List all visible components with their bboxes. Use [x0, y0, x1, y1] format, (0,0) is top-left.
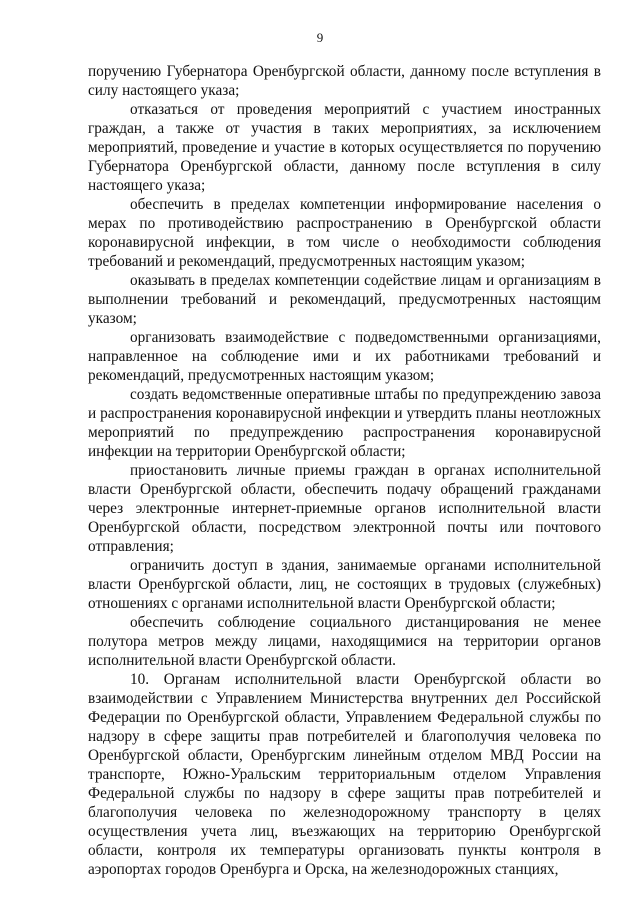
paragraph-continuation: поручению Губернатора Оренбургской области, данному после вступления в силу настоящего указа; — [88, 63, 601, 99]
paragraph-subordinate-interaction: организовать взаимодействие с подведомственными организациями, направленное на соблюдение ими и их работниками требований и рекомендаций, предусмотренных настоящим указом; — [88, 329, 601, 384]
paragraph-restrict-access: ограничить доступ в здания, занимаемые органами исполнительной власти Оренбургской области, лиц, не состоящих в трудовых (служебных) отношениях с органами исполнительной власти Оренбургской области; — [88, 557, 601, 612]
paragraph-assist-organizations: оказывать в пределах компетенции содействие лицам и организациям в выполнении требований и рекомендаций, предусмотренных настоящим указом; — [88, 272, 601, 327]
paragraph-item-10: 10. Органам исполнительной власти Оренбургской области во взаимодействии с Управлением Министерства внутренних дел Российской Федерации по Оренбургской области, Управлением Федеральной службы по надзору в сфере защиты прав потребителей и благополучия человека по Оренбургской области, Оренбургским линейным отделом МВД России на транспорте, Южно-Уральским территориальным отделом Управления Федеральной службы по надзору в сфере защиты прав потребителей и благополучия человека по железнодорожному транспорту в целях осуществления учета лиц, въезжающих на территорию Оренбургской области, контроля их температуры организовать пункты контроля в аэропортах городов Оренбурга и Орска, на железнодорожных станциях, — [88, 671, 601, 878]
paragraph-suspend-receptions: приостановить личные приемы граждан в органах исполнительной власти Оренбургской области, обеспечить подачу обращений гражданами через электронные интернет-приемные органов исполнительной власти Оренбургской области, посредством электронной почты или почтового отправления; — [88, 462, 601, 555]
paragraph-inform-population: обеспечить в пределах компетенции информирование населения о мерах по противодействию распространению в Оренбургской области коронавирусной инфекции, в том числе о необходимости соблюдения требований и рекомендаций, предусмотренных настоящим указом; — [88, 196, 601, 270]
paragraph-social-distancing: обеспечить соблюдение социального дистанцирования не менее полутора метров между лицами, находящимися на территории органов исполнительной власти Оренбургской области. — [88, 614, 601, 669]
paragraph-foreign-events: отказаться от проведения мероприятий с участием иностранных граждан, а также от участия в таких мероприятиях, за исключением мероприятий, проведение и участие в которых осуществляется по поручению Губернатора Оренбургской области, данному после вступления в силу настоящего указа; — [88, 101, 601, 194]
document-body — [88, 62, 601, 879]
paragraph-operational-headquarters: создать ведомственные оперативные штабы по предупреждению завоза и распространения коронавирусной инфекции и утвердить планы неотложных мероприятий по предупреждению распространения коронавирусной инфекции на территории Оренбургской области; — [88, 386, 601, 460]
page-number: 9 — [316, 30, 324, 45]
